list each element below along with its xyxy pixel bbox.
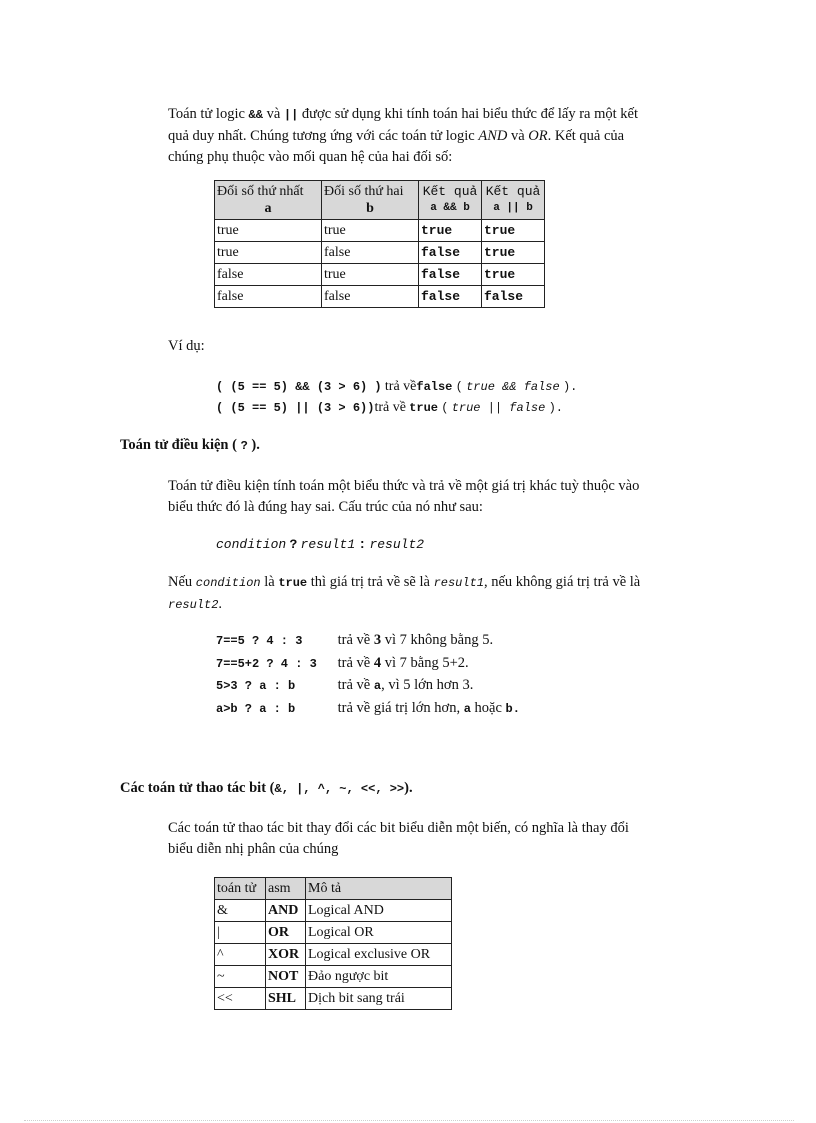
example-line-1	[216, 378, 577, 395]
example-text: trả về	[337, 677, 371, 693]
table-cell: Dịch bit sang trái	[306, 988, 452, 1010]
table-cell: true	[215, 242, 322, 264]
intro-line-1	[168, 104, 693, 126]
intro-text: và	[510, 128, 525, 144]
paragraph-line: biểu thức đó là đúng hay sai. Cấu trúc của nó như sau:	[168, 499, 483, 515]
desc-text: Nếu	[168, 574, 193, 590]
table-cell: ~	[215, 966, 266, 988]
table-row	[215, 944, 452, 966]
table-cell: Đảo ngược bit	[306, 966, 452, 988]
table-cell: false	[215, 264, 322, 286]
paren: (	[455, 380, 463, 394]
table-cell: Logical OR	[306, 922, 452, 944]
table-cell: true	[482, 220, 545, 242]
conditional-example	[216, 632, 493, 649]
or-word: OR	[528, 128, 548, 144]
table-row	[215, 264, 545, 286]
desc-text: .	[218, 596, 223, 612]
table-row	[215, 988, 452, 1010]
example-text: 7 bằng 5+2.	[399, 655, 469, 671]
table-cell: true	[322, 264, 419, 286]
example-text: 7 không bằng 5.	[399, 632, 494, 648]
header-cell: Mô tả	[306, 878, 452, 900]
table-header-row	[215, 878, 452, 900]
example-expr: true && false	[466, 380, 560, 394]
desc-text: là	[264, 574, 275, 590]
intro-text: . Kết quả của	[547, 128, 625, 144]
header-var: a	[264, 201, 272, 216]
syntax-condition: condition	[216, 537, 287, 552]
desc-result2: result2	[168, 598, 219, 612]
header-var: b	[366, 201, 374, 216]
bitwise-paragraph	[168, 818, 693, 860]
table-cell: false	[482, 286, 545, 308]
header-cell	[482, 181, 545, 220]
table-cell: true	[322, 220, 419, 242]
example-result: true	[409, 401, 438, 415]
table-row	[215, 922, 452, 944]
table-cell: NOT	[266, 966, 306, 988]
example-expression: 7==5+2 ? 4 : 3	[216, 657, 317, 671]
conditional-example	[216, 677, 473, 694]
example-expression: a>b ? a : b	[216, 702, 296, 716]
logic-truth-table	[214, 180, 545, 308]
example-value: a	[373, 679, 382, 693]
table-cell: false	[322, 242, 419, 264]
table-cell: true	[419, 220, 482, 242]
table-cell: XOR	[266, 944, 306, 966]
desc-condition: condition	[195, 576, 261, 590]
example-value: a	[463, 702, 471, 716]
bitwise-operators-table	[214, 877, 452, 1010]
heading-operator: ?	[240, 439, 248, 453]
intro-line-3: chúng phụ thuộc vào mối quan hệ của hai đối số:	[168, 149, 453, 165]
example-expression: 5>3 ? a : b	[216, 679, 296, 693]
header-cell	[215, 181, 322, 220]
table-cell: true	[482, 264, 545, 286]
table-cell: false	[419, 286, 482, 308]
example-expression: 7==5 ? 4 : 3	[216, 634, 303, 648]
header-cell: asm	[266, 878, 306, 900]
table-cell: true	[482, 242, 545, 264]
bitwise-heading	[120, 780, 413, 797]
conditional-example	[216, 655, 469, 672]
and-operator: &&	[248, 108, 263, 122]
example-line-2	[216, 399, 563, 416]
example-text: trả về giá trị lớn hơn,	[337, 700, 461, 716]
heading-operators: &, |, ^, ~, <<, >>	[274, 782, 405, 796]
header-cell	[322, 181, 419, 220]
example-result: false	[416, 380, 453, 394]
intro-text: Toán tử logic	[168, 106, 245, 122]
intro-line-2	[168, 126, 693, 147]
heading-text: Toán tử điều kiện (	[120, 437, 237, 453]
example-text: vì	[384, 632, 397, 648]
table-cell: <<	[215, 988, 266, 1010]
header-expr: a && b	[430, 202, 470, 214]
table-cell: |	[215, 922, 266, 944]
intro-text: được sử dụng khi tính toán hai biểu thức để lấy ra một kết	[301, 106, 638, 122]
heading-text: ).	[251, 437, 260, 453]
table-cell: OR	[266, 922, 306, 944]
example-code: ( (5 == 5) && (3 > 6) )	[216, 380, 382, 394]
conditional-paragraph	[168, 476, 693, 518]
table-cell: Logical exclusive OR	[306, 944, 452, 966]
table-header-row	[215, 181, 545, 220]
paragraph-line: biểu diễn nhị phân của chúng	[168, 841, 339, 857]
syntax-result2: result2	[369, 537, 425, 552]
example-text: 5 lớn hơn 3.	[403, 677, 474, 693]
table-cell: false	[215, 286, 322, 308]
heading-text: ).	[404, 780, 413, 796]
conditional-heading	[120, 437, 260, 454]
header-cell: toán tử	[215, 878, 266, 900]
conditional-description	[168, 572, 693, 616]
and-word: AND	[478, 128, 508, 144]
paragraph-line: Các toán tử thao tác bit thay đổi các bit biểu diễn một biến, có nghĩa là thay đổi	[168, 820, 629, 836]
example-text: trả về	[337, 655, 371, 671]
example-code: ( (5 == 5) || (3 > 6))	[216, 401, 375, 415]
heading-text: Các toán tử thao tác bit (	[120, 780, 275, 796]
syntax-operator: ?	[289, 537, 298, 552]
paragraph-line: Toán tử điều kiện tính toán một biểu thức và trả về một giá trị khác tuỳ thuộc vào	[168, 478, 640, 494]
header-text: Kết quả	[422, 184, 478, 199]
syntax-result1: result1	[300, 537, 356, 552]
description-line-2	[168, 594, 693, 616]
table-cell: AND	[266, 900, 306, 922]
table-row	[215, 220, 545, 242]
header-text: Kết quả	[485, 184, 541, 199]
example-text: , vì	[381, 677, 400, 693]
table-row	[215, 900, 452, 922]
example-value: b.	[505, 702, 520, 716]
intro-text: và	[266, 106, 281, 122]
conditional-example	[216, 700, 520, 717]
example-value: 3	[373, 632, 382, 648]
example-label: Ví dụ:	[168, 338, 205, 354]
example-text: trả về	[374, 400, 406, 415]
example-value: 4	[373, 655, 382, 671]
table-row	[215, 966, 452, 988]
table-cell: false	[419, 264, 482, 286]
example-text: vì	[384, 655, 397, 671]
intro-text: quả duy nhất. Chúng tương ứng với các toán tử logic	[168, 128, 475, 144]
description-line-1	[168, 572, 693, 594]
header-expr: a || b	[493, 202, 533, 214]
or-operator: ||	[283, 108, 299, 122]
example-text: trả về	[384, 379, 417, 394]
header-text: Đối số thứ hai	[324, 184, 404, 199]
table-cell: &	[215, 900, 266, 922]
example-expr: true || false	[451, 401, 546, 415]
desc-result1: result1	[433, 576, 484, 590]
example-text: hoặc	[474, 700, 502, 716]
paren: ).	[562, 380, 578, 394]
intro-paragraph	[168, 104, 693, 168]
header-text: Đối số thứ nhất	[217, 184, 304, 199]
table-cell: ^	[215, 944, 266, 966]
header-cell	[419, 181, 482, 220]
desc-true: true	[278, 576, 308, 590]
table-row	[215, 286, 545, 308]
table-cell: SHL	[266, 988, 306, 1010]
conditional-syntax	[216, 536, 424, 552]
table-cell: false	[419, 242, 482, 264]
syntax-operator: :	[358, 537, 367, 552]
page-bottom-divider	[24, 1120, 794, 1121]
table-row	[215, 242, 545, 264]
desc-text: thì giá trị trả về sẽ là	[310, 574, 430, 590]
example-text: trả về	[337, 632, 371, 648]
table-cell: Logical AND	[306, 900, 452, 922]
table-cell: false	[322, 286, 419, 308]
paren: (	[441, 401, 449, 415]
paren: ).	[548, 401, 563, 415]
table-cell: true	[215, 220, 322, 242]
desc-text: , nếu không giá trị trả về là	[484, 574, 641, 590]
